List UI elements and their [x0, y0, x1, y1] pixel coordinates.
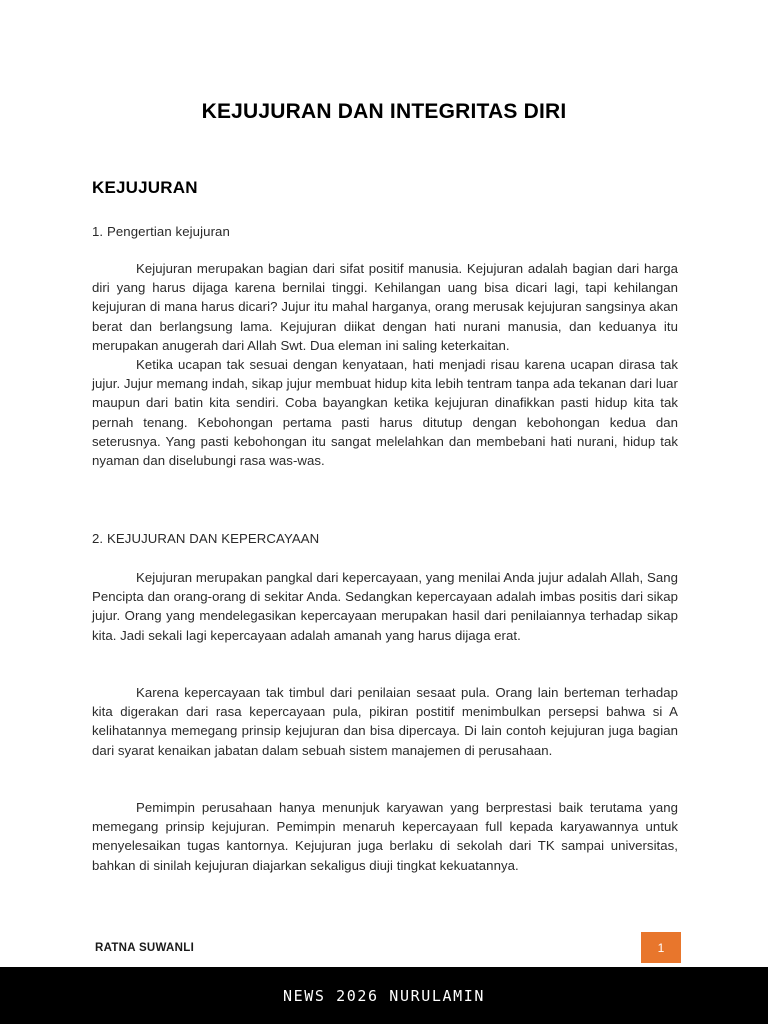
paragraph-5: Pemimpin perusahaan hanya menunjuk karyawan yang berprestasi baik terutama yang memegang prinsip kejujuran. Pemimpin menaruh kepercayaan full kepada karyawannya untuk menyelesaikan tugas kantornya. Kejujuran juga berlaku di sekolah dari TK sampai universitas, bahkan di sinilah kejujuran diajarkan sekaligus diuji tingkat kekuatannya. [92, 800, 678, 873]
body-text-block-3 [92, 683, 678, 760]
body-text-block-2 [92, 568, 678, 645]
sub-heading-kejujuran-dan-kepercayaan: 2. KEJUJURAN DAN KEPERCAYAAN [92, 531, 320, 546]
paragraph-4: Karena kepercayaan tak timbul dari penilaian sesaat pula. Orang lain berteman terhadap kita digerakan dari rasa kepercayaan pula, pikiran postitif menimbulkan persepsi bahwa si A kelihatannya memegang prinsip kejujuran dan bisa dipercaya. Di lain contoh kejujuran juga bagian dari syarat kenaikan jabatan dalam sebuah sistem manajemen di perusahaan. [92, 685, 678, 758]
page-footer [0, 928, 768, 968]
bottom-banner-text: NEWS 2026 NURULAMIN [283, 986, 485, 1005]
sub-heading-pengertian-kejujuran: 1. Pengertian kejujuran [92, 224, 230, 239]
page-number-badge: 1 [641, 932, 681, 963]
paragraph-2: Ketika ucapan tak sesuai dengan kenyataan, hati menjadi risau karena ucapan dirasa tak jujur. Jujur memang indah, sikap jujur membuat hidup kita lebih tentram tanpa ada tekanan dari luar maupun dari batin kita sendiri. Coba bayangkan ketika kejujuran dinafikkan pasti hidup kita tak pernah tenang. Kebohongan pertama pasti harus ditutup dengan kebohongan kedua dan seterusnya. Yang pasti kebohongan itu sangat melelahkan dan membebani hati nurani, hidup tak nyaman dan diselubungi rasa was-was. [92, 357, 678, 469]
section-heading-kejujuran: KEJUJURAN [92, 178, 198, 197]
body-text-block-1 [92, 259, 678, 470]
footer-author-name: RATNA SUWANLI [95, 942, 195, 954]
page-title: KEJUJURAN DAN INTEGRITAS DIRI [201, 100, 567, 123]
paragraph-3: Kejujuran merupakan pangkal dari kepercayaan, yang menilai Anda jujur adalah Allah, Sang Pencipta dan orang-orang di sekitar Anda. Sedangkan kepercayaan adalah imbas positis dari sikap jujur. Orang yang mendelegasikan kepercayaan merupakan hasil dari penilaiannya terhadap sikap kita. Jadi sekali lagi kepercayaan adalah amanah yang harus dijaga erat. [92, 570, 678, 643]
body-text-block-4 [92, 798, 678, 875]
bottom-banner-bar [0, 967, 768, 1024]
paragraph-1: Kejujuran merupakan bagian dari sifat positif manusia. Kejujuran adalah bagian dari harga diri yang harus dijaga karena bernilai tinggi. Kehilangan uang bisa dicari lagi, tapi kehilangan kejujuran di mana harus dicari? Jujur itu mahal harganya, orang merusak kejujuran sangsinya akan berat dan berlangsung lama. Kejujuran diikat dengan hati nurani manusia, dan keduanya itu merupakan anugerah dari Allah Swt. Dua eleman ini saling keterkaitan. [92, 261, 678, 353]
